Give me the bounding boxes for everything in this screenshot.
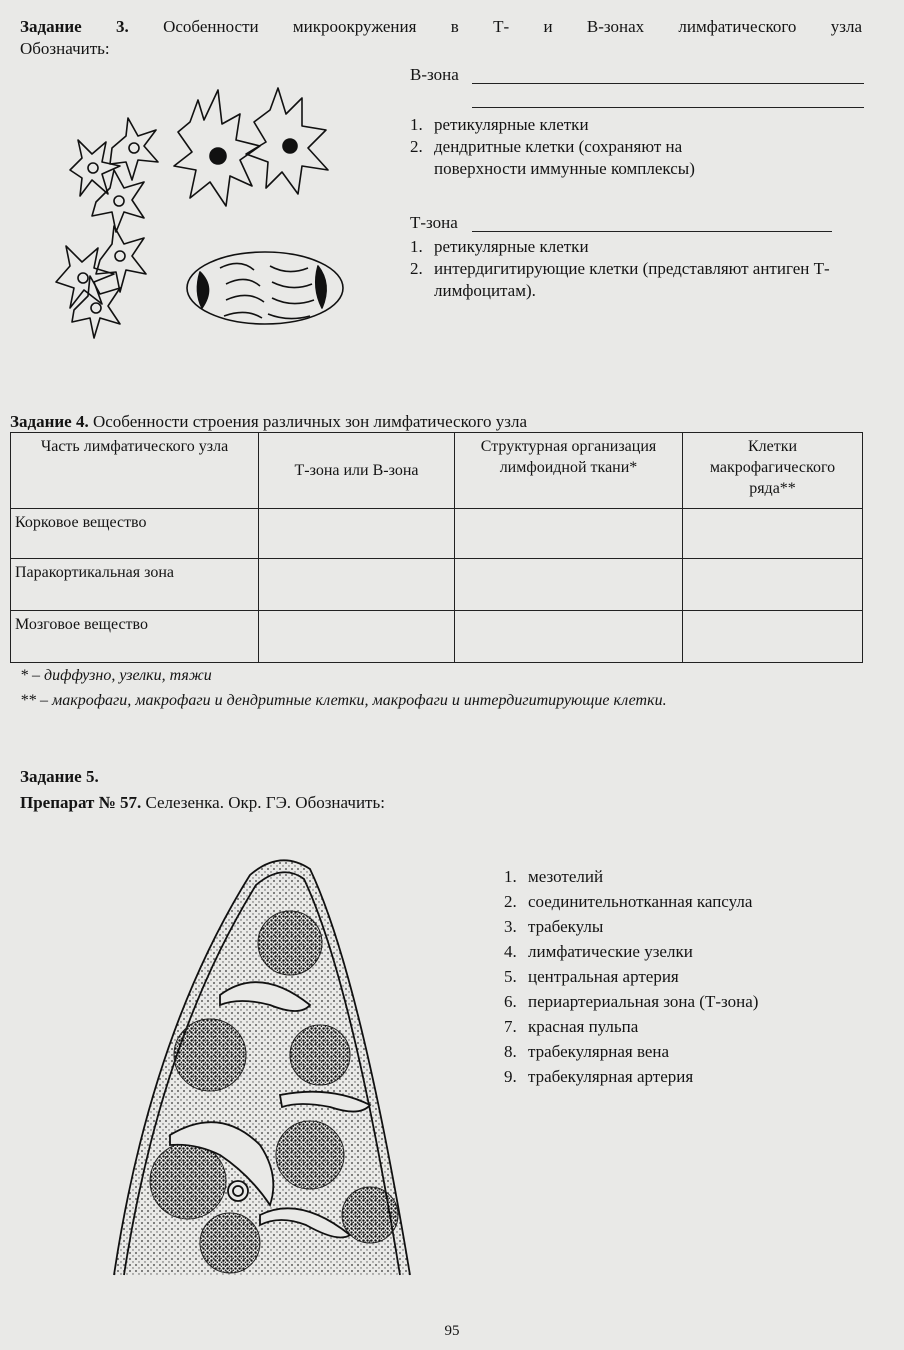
answer-cell[interactable] <box>455 559 683 611</box>
item-text: соединительнотканная капсула <box>528 892 753 911</box>
footnote-1: * – диффузно, узелки, тяжи <box>20 667 212 684</box>
table-row <box>11 509 863 559</box>
item-text: лимфатические узелки <box>528 942 693 961</box>
item-text: мезотелий <box>528 867 604 886</box>
answer-cell[interactable] <box>455 611 683 663</box>
preparation-number: Препарат № 57. <box>20 793 142 812</box>
list-item <box>410 236 850 258</box>
t-zone-label: Т-зона <box>410 213 458 232</box>
t-zone-list <box>410 236 850 302</box>
spleen-structures-list <box>504 866 864 1091</box>
row-label: Мозговое вещество <box>11 611 259 663</box>
list-item <box>410 136 774 180</box>
task5-heading-number: Задание 5. <box>20 767 99 786</box>
item-number: 9. <box>504 1067 517 1086</box>
item-text: ретикулярные клетки <box>434 237 589 256</box>
item-number: 8. <box>504 1042 517 1061</box>
table-row <box>11 611 863 663</box>
footnote-2: ** – макрофаги, макрофаги и дендритные клетки, макрофаги и интердигитирующие клетки. <box>20 692 667 709</box>
item-number: 5. <box>504 967 517 986</box>
task5-preparation <box>20 792 385 814</box>
item-number: 2. <box>504 892 517 911</box>
item-text: ретикулярные клетки <box>434 115 589 134</box>
row-label: Паракортикальная зона <box>11 559 259 611</box>
row-label: Корковое вещество <box>11 509 259 559</box>
item-text: периартериальная зона (Т-зона) <box>528 992 759 1011</box>
answer-cell[interactable] <box>683 509 863 559</box>
item-text: трабекулы <box>528 917 604 936</box>
item-text: центральная артерия <box>528 967 679 986</box>
task4-heading-text: Особенности строения различных зон лимфатического узла <box>92 412 528 431</box>
item-number: 1. <box>410 237 423 256</box>
list-item <box>504 891 864 916</box>
task3-heading-text: Особенности микроокружения в Т- и В-зонах лимфатического узла <box>163 17 862 36</box>
task4-heading-number: Задание 4. <box>10 412 89 431</box>
task5-heading <box>20 766 99 788</box>
item-text: интердигитирующие клетки (представляют антиген Т-лимфоцитам). <box>434 259 830 300</box>
column-header: Часть лимфатического узла <box>11 433 259 509</box>
task3-instruction: Обозначить: <box>20 39 110 58</box>
page-number: 95 <box>444 1323 460 1339</box>
spleen-section-figure <box>110 855 420 1285</box>
answer-cell[interactable] <box>259 611 455 663</box>
zones-table <box>10 432 863 663</box>
task3-heading <box>20 16 862 38</box>
list-item <box>504 941 864 966</box>
column-header: Т-зона или В-зона <box>259 433 455 509</box>
list-item <box>504 1066 864 1091</box>
b-zone-answer-line-1 <box>472 83 864 84</box>
answer-cell[interactable] <box>259 559 455 611</box>
t-zone-answer-line <box>472 231 832 232</box>
list-item <box>410 258 844 302</box>
table-header-row <box>11 433 863 509</box>
list-item <box>504 866 864 891</box>
item-text: красная пульпа <box>528 1017 639 1036</box>
item-text: дендритные клетки (сохраняют на поверхности иммунные комплексы) <box>434 137 695 178</box>
list-item <box>504 966 864 991</box>
b-zone-list <box>410 114 790 180</box>
item-text: трабекулярная вена <box>528 1042 670 1061</box>
item-number: 2. <box>410 259 423 278</box>
item-number: 6. <box>504 992 517 1011</box>
answer-cell[interactable] <box>259 509 455 559</box>
item-number: 1. <box>410 115 423 134</box>
item-number: 2. <box>410 137 423 156</box>
list-item <box>504 1041 864 1066</box>
item-number: 4. <box>504 942 517 961</box>
list-item <box>504 916 864 941</box>
column-header: Структурная организация лимфоидной ткани* <box>455 433 683 509</box>
list-item <box>504 991 864 1016</box>
column-header: Клетки макрофагического ряда** <box>683 433 863 509</box>
item-number: 1. <box>504 867 517 886</box>
answer-cell[interactable] <box>683 559 863 611</box>
answer-cell[interactable] <box>455 509 683 559</box>
item-text: трабекулярная артерия <box>528 1067 694 1086</box>
b-zone-answer-line-2 <box>472 107 864 108</box>
preparation-text: Селезенка. Окр. ГЭ. Обозначить: <box>145 793 385 812</box>
task3-heading-number: Задание 3. <box>20 17 129 36</box>
list-item <box>410 114 790 136</box>
answer-cell[interactable] <box>683 611 863 663</box>
item-number: 7. <box>504 1017 517 1036</box>
b-zone-label: В-зона <box>410 65 459 84</box>
cell-drawings-figure <box>40 70 380 340</box>
item-number: 3. <box>504 917 517 936</box>
table-row <box>11 559 863 611</box>
list-item <box>504 1016 864 1041</box>
task4-heading <box>10 411 527 433</box>
